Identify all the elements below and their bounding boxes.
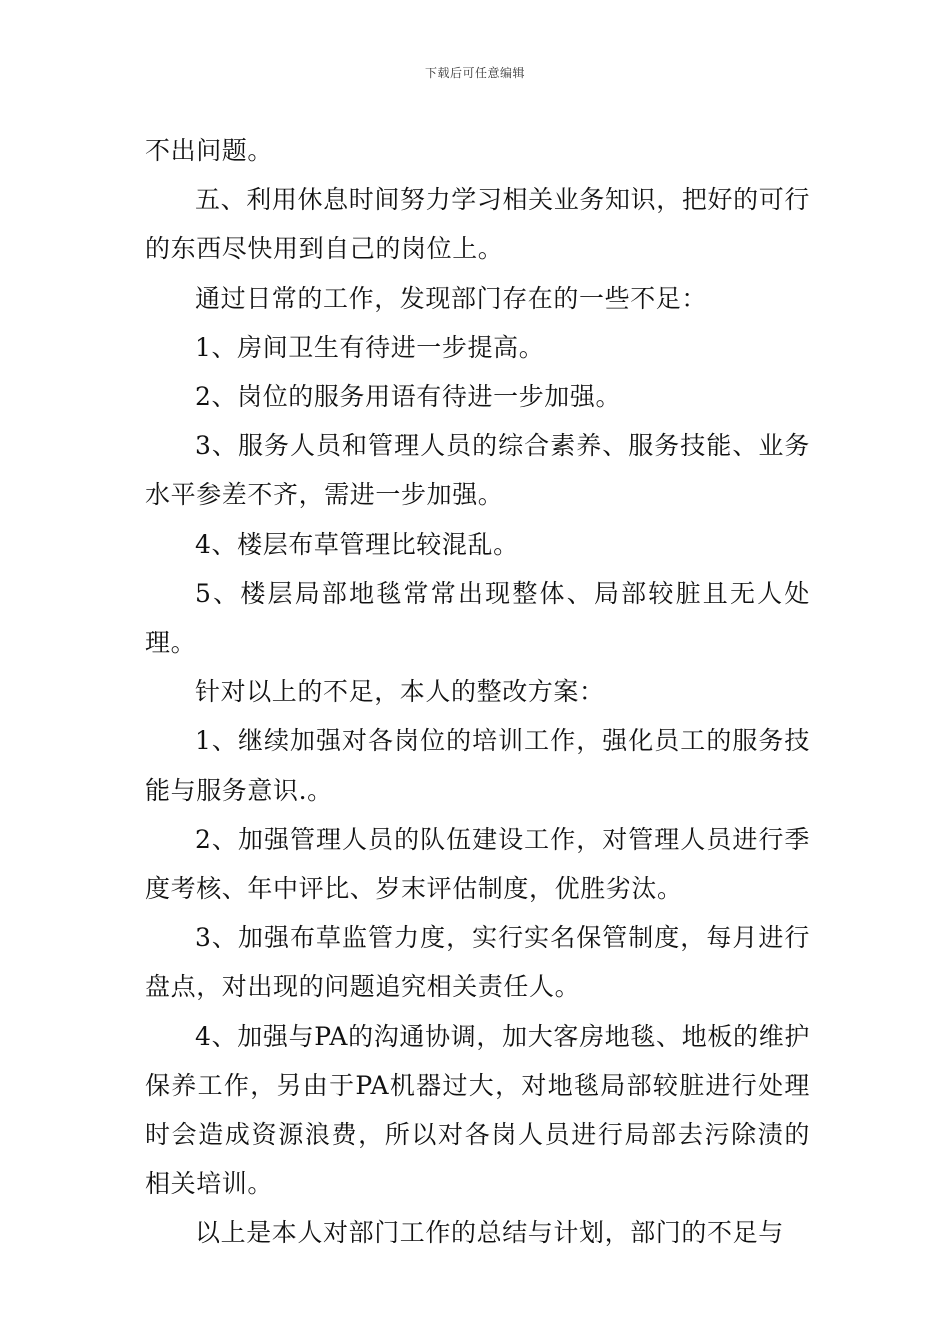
list-item: 3、加强布草监管力度，实行实名保管制度，每月进行盘点，对出现的问题追究相关责任人。 [145, 923, 810, 1002]
paragraph: 五、利用休息时间努力学习相关业务知识，把好的可行的东西尽快用到自己的岗位上。 [145, 185, 810, 264]
list-item: 1、继续加强对各岗位的培训工作，强化员工的服务技能与服务意识.。 [145, 726, 810, 805]
list-item: 4、楼层布草管理比较混乱。 [195, 529, 519, 559]
list-item: 2、加强管理人员的队伍建设工作，对管理人员进行季度考核、年中评比、岁末评估制度，优胜劣汰。 [145, 824, 810, 904]
paragraph: 以上是本人对部门工作的总结与计划，部门的不足与 [195, 1218, 784, 1248]
list-item: 2、岗位的服务用语有待进一步加强。 [195, 382, 622, 412]
paragraph: 通过日常的工作，发现部门存在的一些不足： [195, 283, 708, 313]
page-header: 下载后可任意编辑 [424, 66, 525, 80]
paragraph: 针对以上的不足，本人的整改方案： [195, 677, 605, 707]
list-item: 1、房间卫生有待进一步提高。 [195, 332, 545, 362]
document-body [145, 126, 810, 1258]
list-item: 5、楼层局部地毯常常出现整体、局部较脏且无人处理。 [145, 578, 810, 658]
list-item: 4、加强与PA的沟通协调，加大客房地毯、地板的维护保养工作，另由于PA机器过大，对地毯局部较脏进行处理时会造成资源浪费，所以对各岗人员进行局部去污除渍的相关培训。 [145, 1021, 810, 1199]
paragraph: 不出问题。 [145, 136, 274, 165]
list-item: 3、服务人员和管理人员的综合素养、服务技能、业务水平参差不齐，需进一步加强。 [145, 431, 810, 510]
